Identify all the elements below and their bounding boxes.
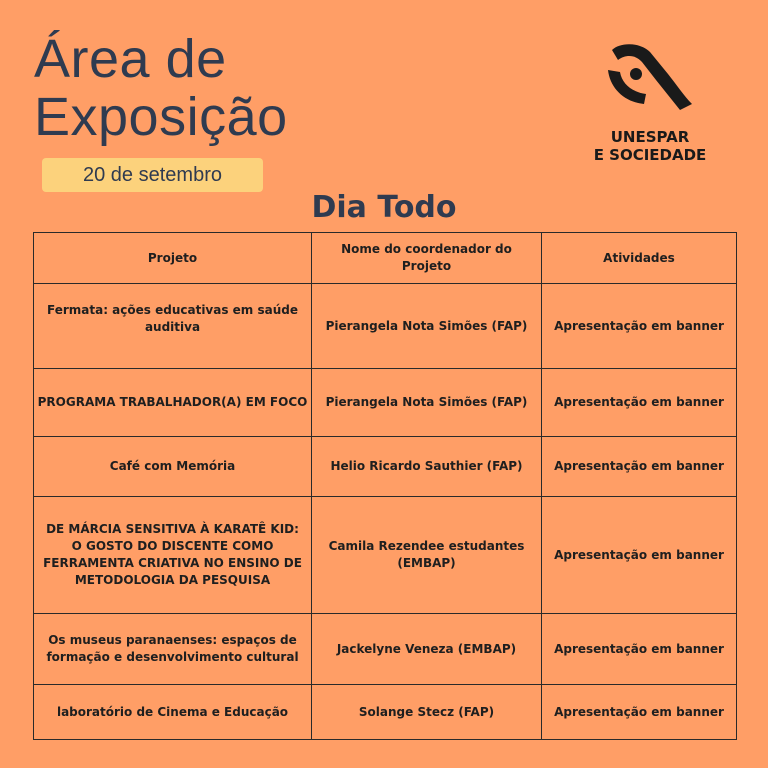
unespar-logo [570, 40, 730, 164]
cell-projeto: Café com Memória [34, 437, 312, 497]
logo-text-line2: E SOCIEDADE [593, 146, 707, 164]
cell-atividade: Apresentação em banner [542, 685, 737, 740]
projects-table [33, 232, 737, 740]
table-row [34, 685, 737, 740]
table-row [34, 497, 737, 614]
cell-coordenador: Camila Rezendee estudantes (EMBAP) [312, 497, 542, 614]
cell-atividade: Apresentação em banner [542, 369, 737, 437]
cell-coordenador: Jackelyne Veneza (EMBAP) [312, 614, 542, 685]
page-title-line1: Área de [34, 29, 227, 89]
table-row [34, 614, 737, 685]
cell-projeto: laboratório de Cinema e Educação [34, 685, 312, 740]
page-title-line2: Exposição [34, 87, 288, 147]
cell-projeto: PROGRAMA TRABALHADOR(A) EM FOCO [34, 369, 312, 437]
cell-coordenador: Pierangela Nota Simões (FAP) [312, 369, 542, 437]
page-title [34, 30, 288, 146]
table-row [34, 284, 737, 369]
column-header-coordenador: Nome do coordenador do Projeto [312, 233, 542, 284]
cell-projeto: Fermata: ações educativas em saúde auditiva [34, 284, 312, 369]
cell-projeto: Os museus paranaenses: espaços de formação e desenvolvimento cultural [34, 614, 312, 685]
cell-coordenador: Solange Stecz (FAP) [312, 685, 542, 740]
date-badge: 20 de setembro [42, 158, 263, 192]
column-header-atividades: Atividades [542, 233, 737, 284]
cell-coordenador: Pierangela Nota Simões (FAP) [312, 284, 542, 369]
column-header-projeto: Projeto [34, 233, 312, 284]
cell-projeto: DE MÁRCIA SENSITIVA À KARATÊ KID: O GOSTO DO DISCENTE COMO FERRAMENTA CRIATIVA NO ENSINO DE METODOLOGIA DA PESQUISA [34, 497, 312, 614]
table-row [34, 437, 737, 497]
table-header-row [34, 233, 737, 284]
cell-atividade: Apresentação em banner [542, 497, 737, 614]
cell-atividade: Apresentação em banner [542, 284, 737, 369]
cell-atividade: Apresentação em banner [542, 614, 737, 685]
unespar-logo-icon [606, 40, 696, 110]
cell-coordenador: Helio Ricardo Sauthier (FAP) [312, 437, 542, 497]
cell-atividade: Apresentação em banner [542, 437, 737, 497]
table-row [34, 369, 737, 437]
logo-text-line1: UNESPAR [610, 128, 690, 146]
section-heading: Dia Todo [311, 190, 457, 225]
